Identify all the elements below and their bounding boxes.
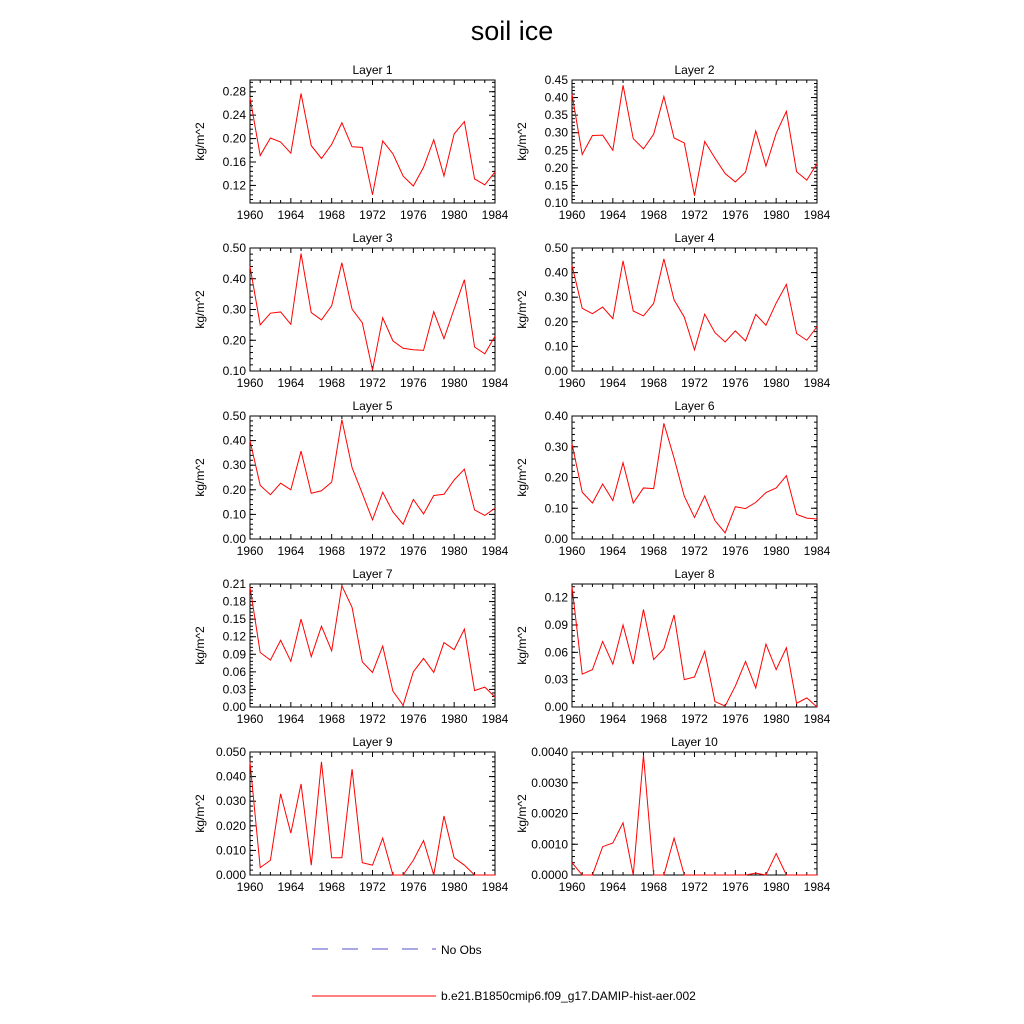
y-tick-label: 0.24 bbox=[222, 108, 246, 123]
y-tick-label: 0.12 bbox=[222, 178, 246, 193]
y-tick-label: 0.10 bbox=[544, 196, 568, 210]
x-tick-label: 1968 bbox=[640, 208, 668, 222]
y-axis-label: kg/m^2 bbox=[193, 626, 207, 665]
series-line bbox=[572, 755, 817, 875]
x-tick-label: 1984 bbox=[803, 376, 831, 390]
x-tick-label: 1968 bbox=[318, 712, 346, 726]
y-axis-label: kg/m^2 bbox=[193, 794, 207, 833]
y-tick-label: 0.28 bbox=[222, 84, 246, 99]
plot-frame bbox=[572, 752, 817, 875]
legend bbox=[312, 943, 696, 1003]
x-tick-label: 1980 bbox=[440, 880, 468, 894]
plot-frame bbox=[250, 584, 495, 707]
y-tick-label: 0.15 bbox=[544, 178, 568, 193]
x-tick-label: 1964 bbox=[277, 376, 305, 390]
series-line bbox=[572, 423, 817, 532]
panel-layer-1 bbox=[193, 63, 509, 222]
panel-title: Layer 10 bbox=[671, 735, 718, 749]
x-tick-label: 1976 bbox=[399, 712, 427, 726]
y-tick-label: 0.50 bbox=[222, 241, 246, 255]
x-tick-label: 1972 bbox=[681, 208, 708, 222]
y-tick-label: 0.12 bbox=[222, 629, 246, 644]
y-tick-label: 0.09 bbox=[544, 618, 568, 632]
x-tick-label: 1968 bbox=[318, 880, 346, 894]
y-tick-label: 0.20 bbox=[222, 482, 246, 497]
panel-layer-4 bbox=[515, 231, 831, 390]
y-tick-label: 0.40 bbox=[544, 90, 568, 105]
y-tick-label: 0.30 bbox=[222, 458, 246, 473]
x-tick-label: 1972 bbox=[359, 880, 386, 894]
y-tick-label: 0.16 bbox=[222, 155, 246, 169]
y-tick-label: 0.00 bbox=[544, 364, 568, 378]
x-tick-label: 1972 bbox=[359, 712, 386, 726]
y-tick-label: 0.20 bbox=[222, 131, 246, 146]
x-tick-label: 1964 bbox=[277, 544, 305, 558]
y-tick-label: 0.0000 bbox=[531, 868, 568, 882]
x-tick-label: 1960 bbox=[236, 712, 264, 726]
plot-frame bbox=[572, 584, 817, 707]
x-tick-label: 1972 bbox=[681, 712, 708, 726]
y-tick-label: 0.03 bbox=[544, 672, 568, 687]
x-tick-label: 1976 bbox=[721, 880, 749, 894]
x-tick-label: 1964 bbox=[277, 208, 305, 222]
panel-layer-10 bbox=[515, 735, 831, 894]
panel-layer-9 bbox=[193, 735, 509, 894]
x-tick-label: 1968 bbox=[318, 376, 346, 390]
x-tick-label: 1980 bbox=[762, 880, 790, 894]
x-tick-label: 1960 bbox=[558, 376, 586, 390]
x-tick-label: 1984 bbox=[481, 712, 509, 726]
y-tick-label: 0.20 bbox=[544, 160, 568, 175]
y-axis-label: kg/m^2 bbox=[515, 626, 529, 665]
x-tick-label: 1968 bbox=[318, 208, 346, 222]
x-tick-label: 1984 bbox=[481, 208, 509, 222]
y-axis-label: kg/m^2 bbox=[515, 290, 529, 329]
panel-layer-6 bbox=[515, 399, 831, 558]
y-tick-label: 0.20 bbox=[222, 333, 246, 348]
y-tick-label: 0.30 bbox=[544, 290, 568, 305]
y-axis-label: kg/m^2 bbox=[193, 290, 207, 329]
y-axis-label: kg/m^2 bbox=[515, 122, 529, 161]
series-line bbox=[250, 93, 495, 194]
panel-title: Layer 5 bbox=[352, 399, 393, 413]
x-tick-label: 1976 bbox=[399, 208, 427, 222]
x-tick-label: 1968 bbox=[640, 376, 668, 390]
y-tick-label: 0.030 bbox=[215, 794, 246, 809]
y-tick-label: 0.21 bbox=[222, 577, 246, 591]
x-tick-label: 1976 bbox=[721, 712, 749, 726]
y-tick-label: 0.40 bbox=[222, 271, 246, 286]
x-tick-label: 1980 bbox=[440, 376, 468, 390]
y-tick-label: 0.10 bbox=[222, 364, 246, 378]
plot-frame bbox=[572, 416, 817, 539]
plot-frame bbox=[250, 752, 495, 875]
x-tick-label: 1984 bbox=[481, 880, 509, 894]
x-tick-label: 1960 bbox=[558, 880, 586, 894]
x-tick-label: 1960 bbox=[236, 208, 264, 222]
y-tick-label: 0.06 bbox=[544, 645, 568, 660]
y-axis-label: kg/m^2 bbox=[515, 794, 529, 833]
y-tick-label: 0.40 bbox=[544, 265, 568, 280]
y-tick-label: 0.09 bbox=[222, 647, 246, 662]
panel-layer-8 bbox=[515, 567, 831, 726]
y-tick-label: 0.0040 bbox=[531, 745, 568, 759]
y-tick-label: 0.10 bbox=[222, 507, 246, 522]
x-tick-label: 1964 bbox=[277, 712, 305, 726]
y-tick-label: 0.10 bbox=[544, 501, 568, 516]
x-tick-label: 1964 bbox=[599, 712, 627, 726]
panel-title: Layer 2 bbox=[674, 63, 715, 77]
series-line bbox=[250, 420, 495, 525]
x-tick-label: 1976 bbox=[721, 544, 749, 558]
x-tick-label: 1976 bbox=[721, 208, 749, 222]
y-tick-label: 0.50 bbox=[222, 409, 246, 423]
y-axis-label: kg/m^2 bbox=[193, 122, 207, 161]
plot-frame bbox=[572, 80, 817, 203]
x-tick-label: 1976 bbox=[399, 544, 427, 558]
x-tick-label: 1984 bbox=[481, 376, 509, 390]
y-tick-label: 0.30 bbox=[544, 439, 568, 454]
series-line bbox=[250, 586, 495, 705]
panel-title: Layer 9 bbox=[352, 735, 393, 749]
page-title: soil ice bbox=[470, 16, 554, 46]
x-tick-label: 1976 bbox=[399, 376, 427, 390]
y-tick-label: 0.00 bbox=[222, 700, 246, 714]
panel-title: Layer 4 bbox=[674, 231, 715, 245]
series-line bbox=[572, 85, 817, 195]
series-line bbox=[572, 587, 817, 707]
y-tick-label: 0.020 bbox=[215, 818, 246, 833]
x-tick-label: 1972 bbox=[681, 376, 708, 390]
x-tick-label: 1964 bbox=[277, 880, 305, 894]
panel-title: Layer 7 bbox=[352, 567, 393, 581]
x-tick-label: 1980 bbox=[762, 712, 790, 726]
panel-layer-5 bbox=[193, 399, 509, 558]
y-tick-label: 0.18 bbox=[222, 594, 246, 609]
y-tick-label: 0.35 bbox=[544, 108, 568, 123]
panel-title: Layer 1 bbox=[352, 63, 393, 77]
x-tick-label: 1980 bbox=[440, 712, 468, 726]
y-tick-label: 0.10 bbox=[544, 339, 568, 354]
y-tick-label: 0.000 bbox=[215, 868, 246, 882]
y-tick-label: 0.20 bbox=[544, 470, 568, 485]
y-tick-label: 0.25 bbox=[544, 143, 568, 158]
x-tick-label: 1984 bbox=[803, 712, 831, 726]
series-line bbox=[250, 254, 495, 371]
plot-frame bbox=[250, 80, 495, 203]
plot-frame bbox=[572, 248, 817, 371]
panel-title: Layer 3 bbox=[352, 231, 393, 245]
x-tick-label: 1980 bbox=[762, 544, 790, 558]
x-tick-label: 1980 bbox=[762, 208, 790, 222]
x-tick-label: 1964 bbox=[599, 544, 627, 558]
panel-layer-7 bbox=[193, 567, 509, 726]
y-tick-label: 0.30 bbox=[222, 302, 246, 317]
y-axis-label: kg/m^2 bbox=[193, 458, 207, 497]
x-tick-label: 1972 bbox=[681, 880, 708, 894]
x-tick-label: 1972 bbox=[681, 544, 708, 558]
x-tick-label: 1984 bbox=[803, 208, 831, 222]
x-tick-label: 1980 bbox=[440, 208, 468, 222]
legend-model-label: b.e21.B1850cmip6.f09_g17.DAMIP-hist-aer.002 bbox=[441, 989, 696, 1003]
y-tick-label: 0.20 bbox=[544, 314, 568, 329]
x-tick-label: 1964 bbox=[599, 880, 627, 894]
y-tick-label: 0.40 bbox=[222, 433, 246, 448]
x-tick-label: 1968 bbox=[318, 544, 346, 558]
y-tick-label: 0.12 bbox=[544, 590, 568, 605]
plot-frame bbox=[250, 248, 495, 371]
panel-title: Layer 8 bbox=[674, 567, 715, 581]
x-tick-label: 1968 bbox=[640, 880, 668, 894]
y-tick-label: 0.03 bbox=[222, 682, 246, 697]
x-tick-label: 1976 bbox=[399, 880, 427, 894]
y-tick-label: 0.40 bbox=[544, 409, 568, 423]
y-tick-label: 0.30 bbox=[544, 125, 568, 140]
x-tick-label: 1972 bbox=[359, 544, 386, 558]
y-tick-label: 0.45 bbox=[544, 73, 568, 87]
x-tick-label: 1964 bbox=[599, 376, 627, 390]
y-tick-label: 0.06 bbox=[222, 664, 246, 679]
legend-no-obs-label: No Obs bbox=[441, 943, 482, 957]
x-tick-label: 1980 bbox=[762, 376, 790, 390]
x-tick-label: 1964 bbox=[599, 208, 627, 222]
y-tick-label: 0.0010 bbox=[531, 837, 568, 852]
panel-title: Layer 6 bbox=[674, 399, 715, 413]
y-tick-label: 0.50 bbox=[544, 241, 568, 255]
y-tick-label: 0.040 bbox=[215, 769, 246, 784]
y-tick-label: 0.0030 bbox=[531, 775, 568, 790]
series-line bbox=[572, 259, 817, 350]
x-tick-label: 1960 bbox=[236, 544, 264, 558]
x-tick-label: 1968 bbox=[640, 544, 668, 558]
x-tick-label: 1960 bbox=[236, 880, 264, 894]
panel-layer-2 bbox=[515, 63, 831, 222]
y-tick-label: 0.010 bbox=[215, 843, 246, 858]
x-tick-label: 1980 bbox=[440, 544, 468, 558]
x-tick-label: 1984 bbox=[803, 544, 831, 558]
y-axis-label: kg/m^2 bbox=[515, 458, 529, 497]
x-tick-label: 1972 bbox=[359, 208, 386, 222]
y-tick-label: 0.15 bbox=[222, 612, 246, 627]
x-tick-label: 1960 bbox=[558, 712, 586, 726]
x-tick-label: 1972 bbox=[359, 376, 386, 390]
y-tick-label: 0.00 bbox=[222, 532, 246, 546]
y-tick-label: 0.00 bbox=[544, 700, 568, 714]
panel-layer-3 bbox=[193, 231, 509, 390]
y-tick-label: 0.00 bbox=[544, 532, 568, 546]
x-tick-label: 1984 bbox=[481, 544, 509, 558]
x-tick-label: 1960 bbox=[558, 544, 586, 558]
series-line bbox=[250, 762, 495, 875]
y-tick-label: 0.0020 bbox=[531, 806, 568, 821]
x-tick-label: 1960 bbox=[558, 208, 586, 222]
x-tick-label: 1976 bbox=[721, 376, 749, 390]
y-tick-label: 0.050 bbox=[215, 745, 246, 759]
x-tick-label: 1984 bbox=[803, 880, 831, 894]
x-tick-label: 1968 bbox=[640, 712, 668, 726]
x-tick-label: 1960 bbox=[236, 376, 264, 390]
